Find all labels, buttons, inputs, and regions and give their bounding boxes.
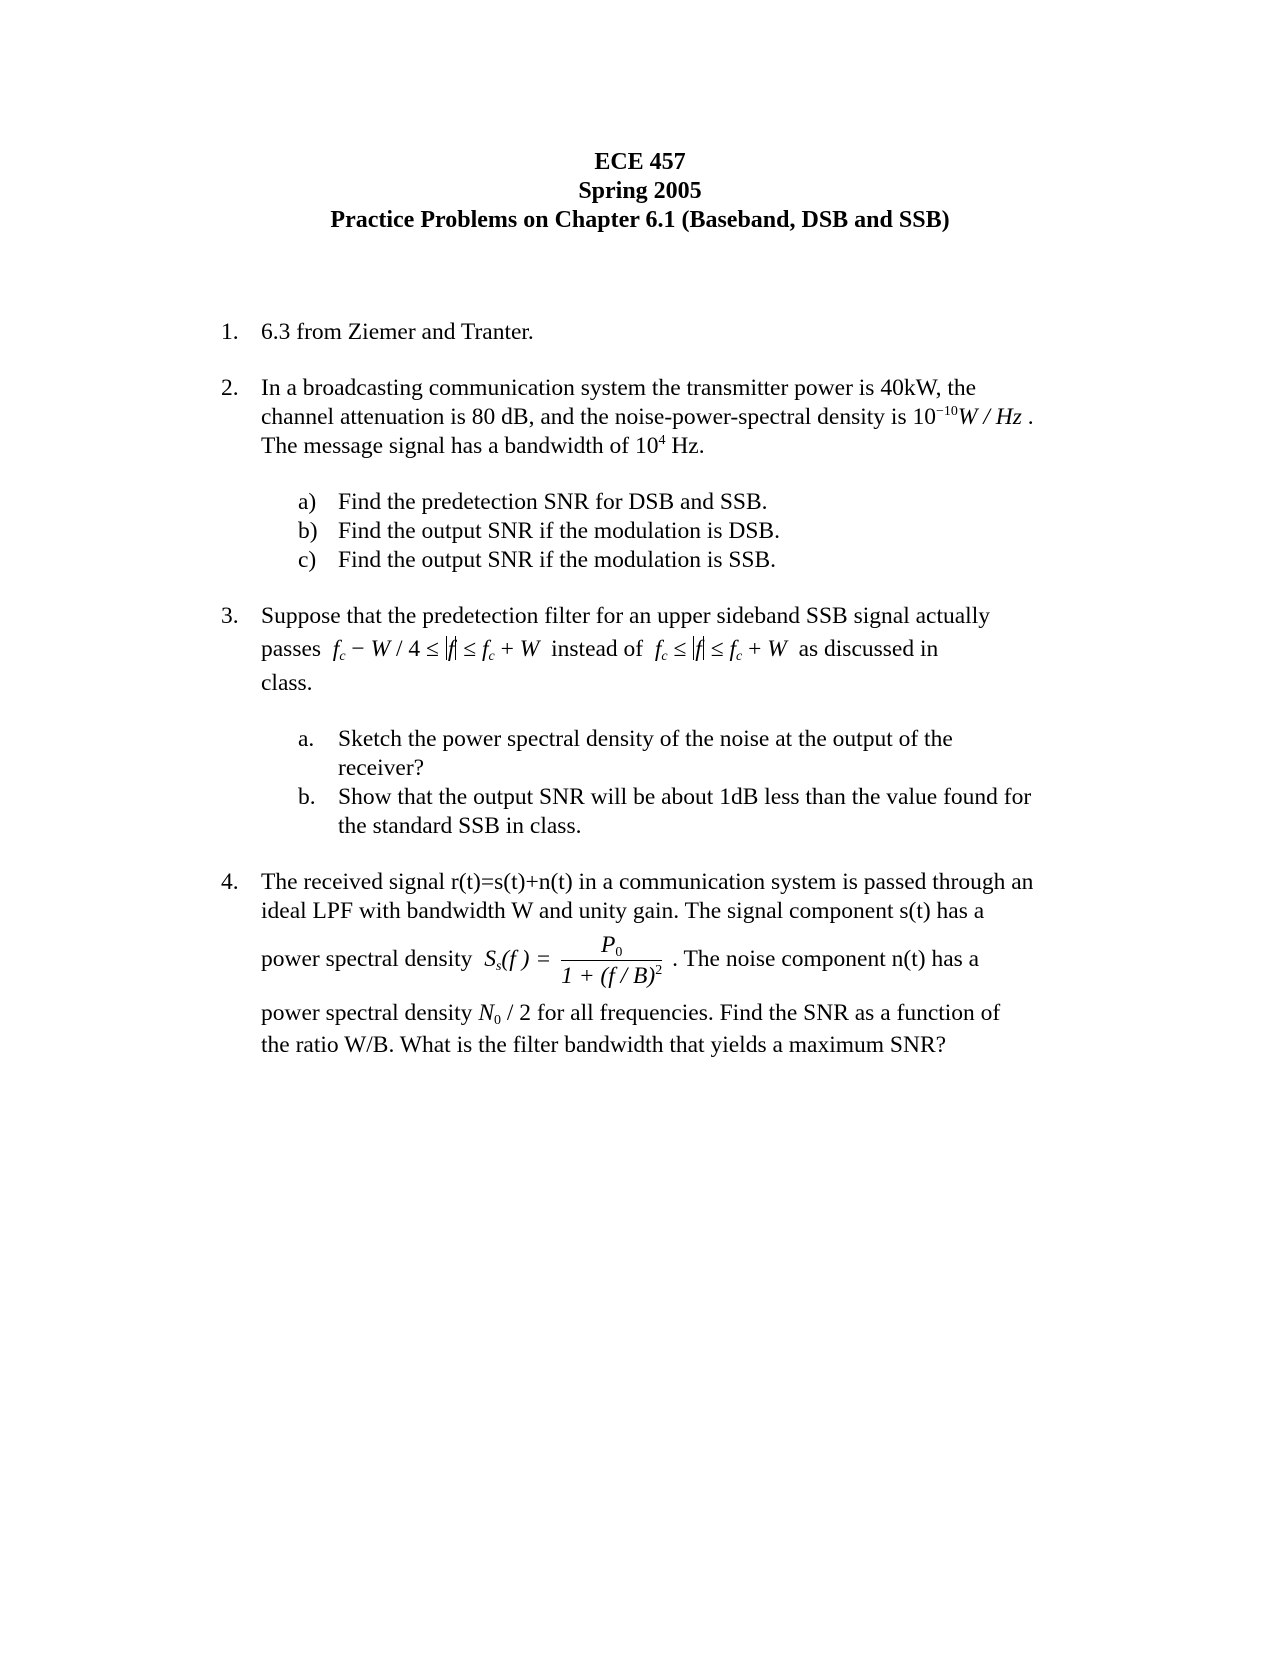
subpart-label: c) [298, 547, 317, 573]
problem-1 [221, 318, 1101, 347]
subpart-label: a) [298, 489, 317, 515]
problem-line: power spectral density $N_0 / 2$ for all frequencies. Find the SNR as a function of [261, 1000, 1001, 1028]
problem-4 [221, 868, 1101, 1060]
problem-line: ideal LPF with bandwidth W and unity gain. The signal component s(t) has a [261, 898, 985, 924]
psd-fraction: $\frac{P_0}{1 + (f / B)^2}$ [561, 932, 663, 989]
problem-line-math: passes $f_c - W / 4 \le f \le f_c + W$ instead of $f_c \le f \le f_c + W$ as discussed in [261, 636, 939, 664]
problem-line: class. [261, 670, 313, 696]
subpart-text: Find the output SNR if the modulation is SSB. [338, 547, 777, 573]
problem-3 [221, 602, 1101, 698]
document-header [0, 148, 1280, 235]
subpart-text: Find the output SNR if the modulation is DSB. [338, 518, 780, 544]
page-title: Practice Problems on Chapter 6.1 (Baseband, DSB and SSB) [330, 207, 950, 233]
problem-text: 6.3 from Ziemer and Tranter. [261, 319, 534, 345]
problem-number: 1. [221, 319, 239, 345]
problem-number: 3. [221, 603, 239, 629]
subpart-label: b. [298, 784, 316, 810]
subpart-label: a. [298, 726, 315, 752]
problem-line: The received signal r(t)=s(t)+n(t) in a communication system is passed through an [261, 869, 1034, 895]
subpart-2a [221, 488, 1101, 517]
problem-line: Suppose that the predetection filter for an upper sideband SSB signal actually [261, 603, 990, 629]
problem-line: The message signal has a bandwidth of $10^4$ Hz. [261, 433, 705, 459]
problem-2 [221, 374, 1101, 461]
course-title: ECE 457 [594, 149, 686, 175]
subpart-text: Find the predetection SNR for DSB and SSB. [338, 489, 768, 515]
problem-number: 2. [221, 375, 239, 401]
subpart-3a [221, 725, 1101, 783]
term: Spring 2005 [578, 178, 702, 204]
subpart-2c [221, 546, 1101, 575]
problem-line: In a broadcasting communication system the transmitter power is 40kW, the [261, 375, 977, 401]
problem-number: 4. [221, 869, 239, 895]
subpart-3b [221, 783, 1101, 841]
problem-line: channel attenuation is 80 dB, and the noise-power-spectral density is $10^{-10}W$ / Hz . [261, 404, 1034, 430]
subpart-2b [221, 517, 1101, 546]
subpart-text: Sketch the power spectral density of the noise at the output of the receiver? [338, 726, 953, 781]
problem-line-formula: power spectral density $S_s(f$ ) = $\frac{P_0}{1 + (f / B)^2}$ . The noise component n(t) has a [261, 932, 980, 989]
subpart-label: b) [298, 518, 318, 544]
problem-line: the ratio W/B. What is the filter bandwidth that yields a maximum SNR? [261, 1032, 947, 1058]
subpart-text: Show that the output SNR will be about 1dB less than the value found for the standard SSB in class. [338, 784, 1032, 839]
problem-list [221, 318, 1101, 1060]
